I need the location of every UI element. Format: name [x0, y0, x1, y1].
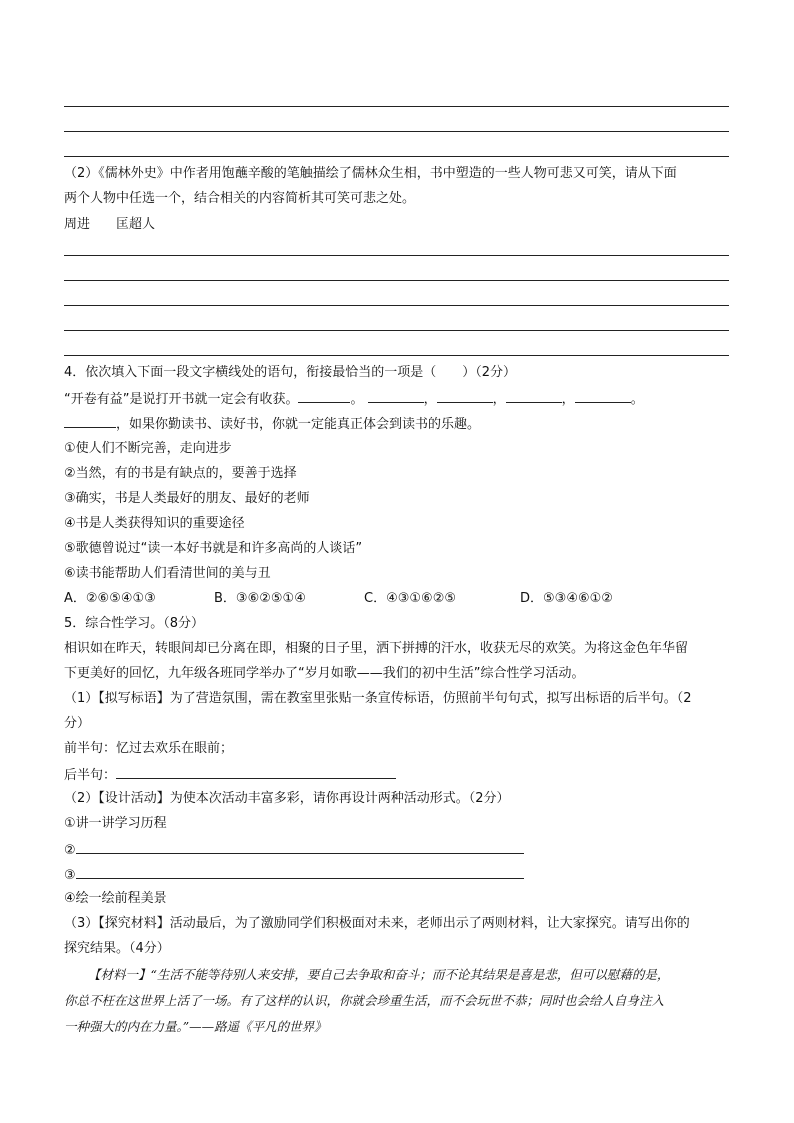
- option-a[interactable]: A．②⑥⑤④①③: [64, 591, 156, 606]
- q5-intro-line1: 相识如在昨天，转眼间却已分离在即，相聚的日子里，洒下拼搏的汗水，收获无尽的欢笑。为将这金色年华留: [64, 641, 689, 656]
- q4-item-2: ②当然，有的书是有缺点的，要善于选择: [64, 466, 297, 481]
- q4-passage-line2: [64, 414, 729, 434]
- q4-item-5: ⑤歌德曾说过“读一本好书就是和许多高尚的人谈话”: [64, 541, 363, 556]
- q4-passage-line1: [64, 389, 729, 409]
- punct: 。: [350, 392, 364, 407]
- answer-line[interactable]: [64, 305, 729, 306]
- answer-line[interactable]: [64, 156, 729, 157]
- q4-item-6: ⑥读书能帮助人们看清世间的美与丑: [64, 566, 271, 581]
- fill-blank[interactable]: [368, 389, 424, 403]
- q5-part1-line1: （1）【拟写标语】为了营造氛围，需在教室里张贴一条宣传标语，仿照前半句句式，拟写出标语的后半句。（2: [64, 691, 692, 706]
- answer-line[interactable]: [64, 255, 729, 256]
- q5-intro-line2: 下更美好的回忆，九年级各班同学举办了“岁月如歌——我们的初中生活”综合性学习活动。: [64, 666, 585, 681]
- answer-line[interactable]: [64, 330, 729, 331]
- q5-activity-2-row: [64, 840, 729, 860]
- q5-part3-line2: 探究结果。（4分）: [64, 941, 170, 956]
- second-half-answer-blank[interactable]: [116, 765, 396, 779]
- material-one-line3: 一种强大的内在力量。”——路遥《平凡的世界》: [64, 1019, 327, 1034]
- punct: ，: [423, 392, 437, 407]
- activity-answer-blank[interactable]: [76, 840, 524, 854]
- answer-line[interactable]: [64, 355, 729, 356]
- q5-activity-4: ④绘一绘前程美景: [64, 891, 167, 906]
- option-b[interactable]: B．③⑥②⑤①④: [214, 591, 306, 606]
- q5-activity-3-row: [64, 865, 729, 885]
- q4-passage-end: ，如果你勤读书、读好书，你就一定能真正体会到读书的乐趣。: [116, 417, 481, 432]
- answer-line[interactable]: [64, 131, 729, 132]
- q4-stem: 4．依次填入下面一段文字横线处的语句，衔接最恰当的一项是（ ）（2分）: [64, 365, 517, 380]
- q3-part2-line1: （2）《儒林外史》中作者用饱蘸辛酸的笔触描绘了儒林众生相，书中塑造的一些人物可悲又可笑，请从下面: [64, 166, 677, 181]
- activity-answer-blank[interactable]: [76, 865, 524, 879]
- punct: ，: [561, 392, 575, 407]
- q5-second-half-row: [64, 765, 729, 785]
- q5-activity-1: ①讲一讲学习历程: [64, 816, 167, 831]
- fill-blank[interactable]: [298, 389, 350, 403]
- q5-first-half: 前半句：忆过去欢乐在眼前；: [64, 741, 234, 756]
- q3-part2-line2: 两个人物中任选一个，结合相关的内容简析其可笑可悲之处。: [64, 191, 416, 206]
- q5-part1-line2: 分）: [64, 716, 91, 731]
- q5-part2: （2）【设计活动】为使本次活动丰富多彩，请你再设计两种活动形式。（2分）: [64, 791, 510, 806]
- q5-activity-2-label: ②: [64, 843, 76, 858]
- option-c[interactable]: C．④③①⑥②⑤: [364, 591, 457, 606]
- q4-item-4: ④书是人类获得知识的重要途径: [64, 516, 245, 531]
- q5-stem: 5．综合性学习。（8分）: [64, 616, 205, 631]
- fill-blank[interactable]: [437, 389, 493, 403]
- answer-line[interactable]: [64, 280, 729, 281]
- fill-blank[interactable]: [506, 389, 562, 403]
- punct: 。: [630, 392, 644, 407]
- fill-blank[interactable]: [575, 389, 631, 403]
- option-d[interactable]: D．⑤③④⑥①②: [520, 591, 613, 606]
- fill-blank[interactable]: [64, 414, 116, 428]
- punct: ，: [492, 392, 506, 407]
- answer-line[interactable]: [64, 106, 729, 107]
- material-one-line1: 【材料一】“生活不能等待别人来安排，要自己去争取和奋斗；而不论其结果是喜是悲，但可以慰藉的是，: [88, 967, 670, 982]
- q5-second-half-label: 后半句：: [64, 768, 117, 783]
- q4-item-3: ③确实，书是人类最好的朋友、最好的老师: [64, 491, 310, 506]
- q5-part3-line1: （3）【探究材料】活动最后，为了激励同学们积极面对未来，老师出示了两则材料，让大家探究。请写出你的: [64, 916, 690, 931]
- q3-part2-names: 周进 匡超人: [64, 217, 156, 232]
- q4-item-1: ①使人们不断完善，走向进步: [64, 441, 232, 456]
- material-one-line2: 你总不枉在这世界上活了一场。有了这样的认识，你就会珍重生活，而不会玩世不恭；同时也会给人自身注入: [64, 993, 665, 1008]
- q5-activity-3-label: ③: [64, 868, 76, 883]
- q4-passage-start: “开卷有益”是说打开书就一定会有收获。: [64, 392, 299, 407]
